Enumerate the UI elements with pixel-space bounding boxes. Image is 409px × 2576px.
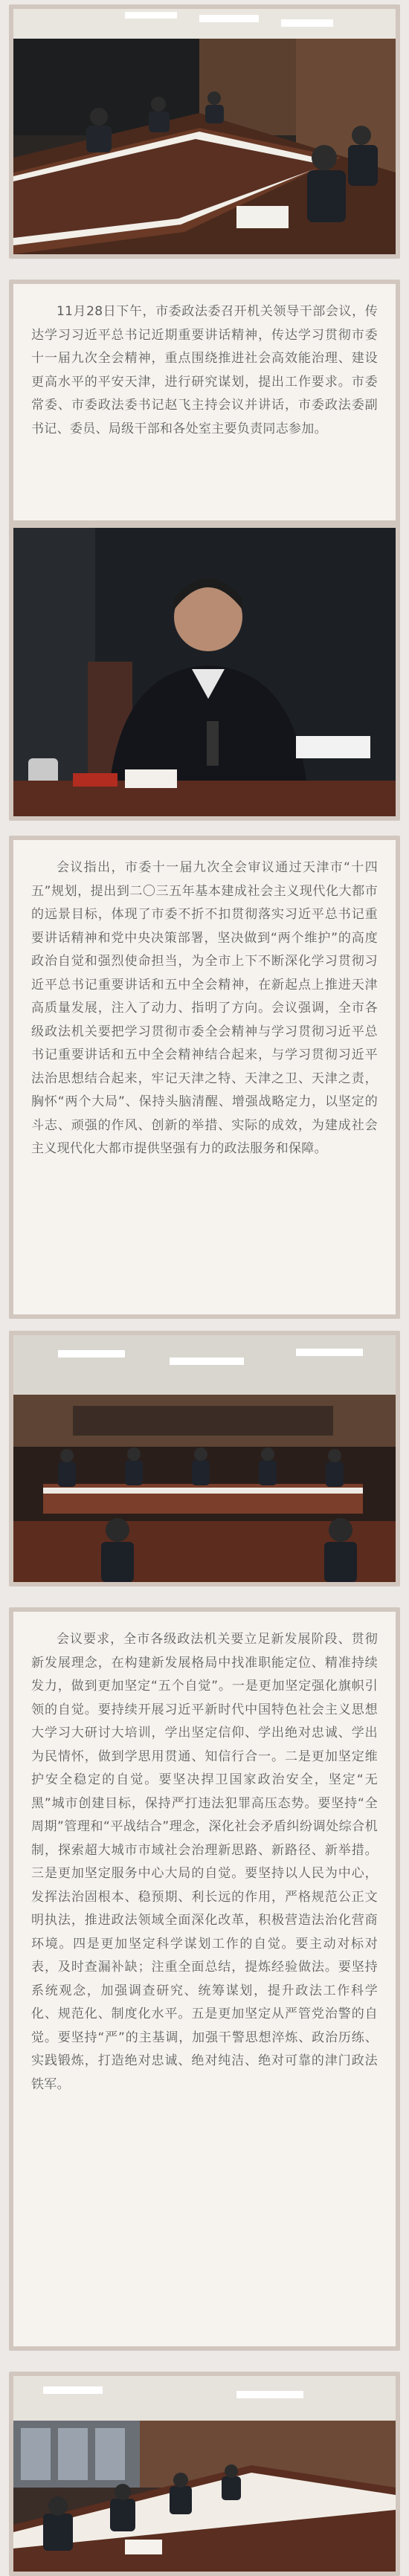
meeting-room-2-illustration	[13, 1335, 396, 1582]
text-block-intro	[9, 280, 400, 525]
photo-speaker	[9, 523, 400, 821]
photo-meeting-room-3	[9, 2372, 400, 2576]
text-block-requirements	[9, 1607, 400, 2351]
text-block-meeting-points	[9, 836, 400, 1319]
speaker-photo-illustration	[13, 528, 396, 816]
paragraph-intro: 11月28日下午，市委政法委召开机关领导干部会议，传达学习习近平总书记近期重要讲话精神，传达学习贯彻市委十一届九次全会精神，重点围绕推进社会高效能治理、建设更高水平的平安天津，进行研究谋划，提出工作要求。市委常委、市委政法委书记赵飞主持会议并讲话，市委政法委副书记、委员、局级干部和各处室主要负责同志参加。	[31, 304, 378, 436]
meeting-photo-illustration	[13, 9, 396, 254]
meeting-room-3-illustration	[13, 2376, 396, 2572]
paragraph-meeting-points: 会议指出，市委十一届九次全会审议通过天津市“十四五”规划，提出到二〇三五年基本建成社会主义现代化大都市的远景目标，体现了市委不折不扣贯彻落实习近平总书记重要讲话精神和党中央决策部署，坚决做到“两个维护”的高度政治自觉和强烈使命担当，为全市上下不断深化学习贯彻习近平总书记重要讲话和五中全会精神，在新起点上推进天津高质量发展，注入了动力、指明了方向。会议强调，全市各级政法机关要把学习贯彻市委全会精神与学习贯彻习近平总书记重要讲话和五中全会精神结合起来，与学习贯彻习近平法治思想结合起来，牢记天津之特、天津之卫、天津之责，胸怀“两个大局”、保持头脑清醒、增强战略定力，以坚定的斗志、顽强的作风、创新的举措、实际的成效，为建成社会主义现代化大都市提供坚强有力的政法服务和保障。	[31, 860, 378, 1156]
photo-meeting-room-2	[9, 1331, 400, 1586]
photo-meeting-room-1	[9, 4, 400, 259]
paragraph-requirements: 会议要求，全市各级政法机关要立足新发展阶段、贯彻新发展理念，在构建新发展格局中找准职能定位、精准持续发力，做到更加坚定“五个自觉”。一是更加坚定强化旗帜引领的自觉。要持续开展习近平新时代中国特色社会主义思想大学习大研讨大培训，学出坚定信仰、学出绝对忠诚、学出为民情怀，做到学思用贯通、知信行合一。二是更加坚定维护安全稳定的自觉。要坚决捍卫国家政治安全，坚定“无黑”城市创建目标，保持严打违法犯罪高压态势。要坚持“全周期”管理和“平战结合”理念，深化社会矛盾纠纷调处综合机制，探索超大城市市域社会治理新思路、新路径、新举措。三是更加坚定服务中心大局的自觉。要坚持以人民为中心，发挥法治固根本、稳预期、利长远的作用，严格规范公正文明执法，推进政法领域全面深化改革，积极营造法治化营商环境。四是更加坚定科学谋划工作的自觉。要主动对标对表，及时查漏补缺；注重全面总结，提炼经验做法。要坚持系统观念，加强调查研究、统筹谋划，提升政法工作科学化、规范化、制度化水平。五是更加坚定从严管党治警的自觉。要坚持“严”的主基调，加强干警思想淬炼、政治历练、实践锻炼，打造绝对忠诚、绝对纯洁、绝对可靠的津门政法铁军。	[31, 1632, 378, 2092]
